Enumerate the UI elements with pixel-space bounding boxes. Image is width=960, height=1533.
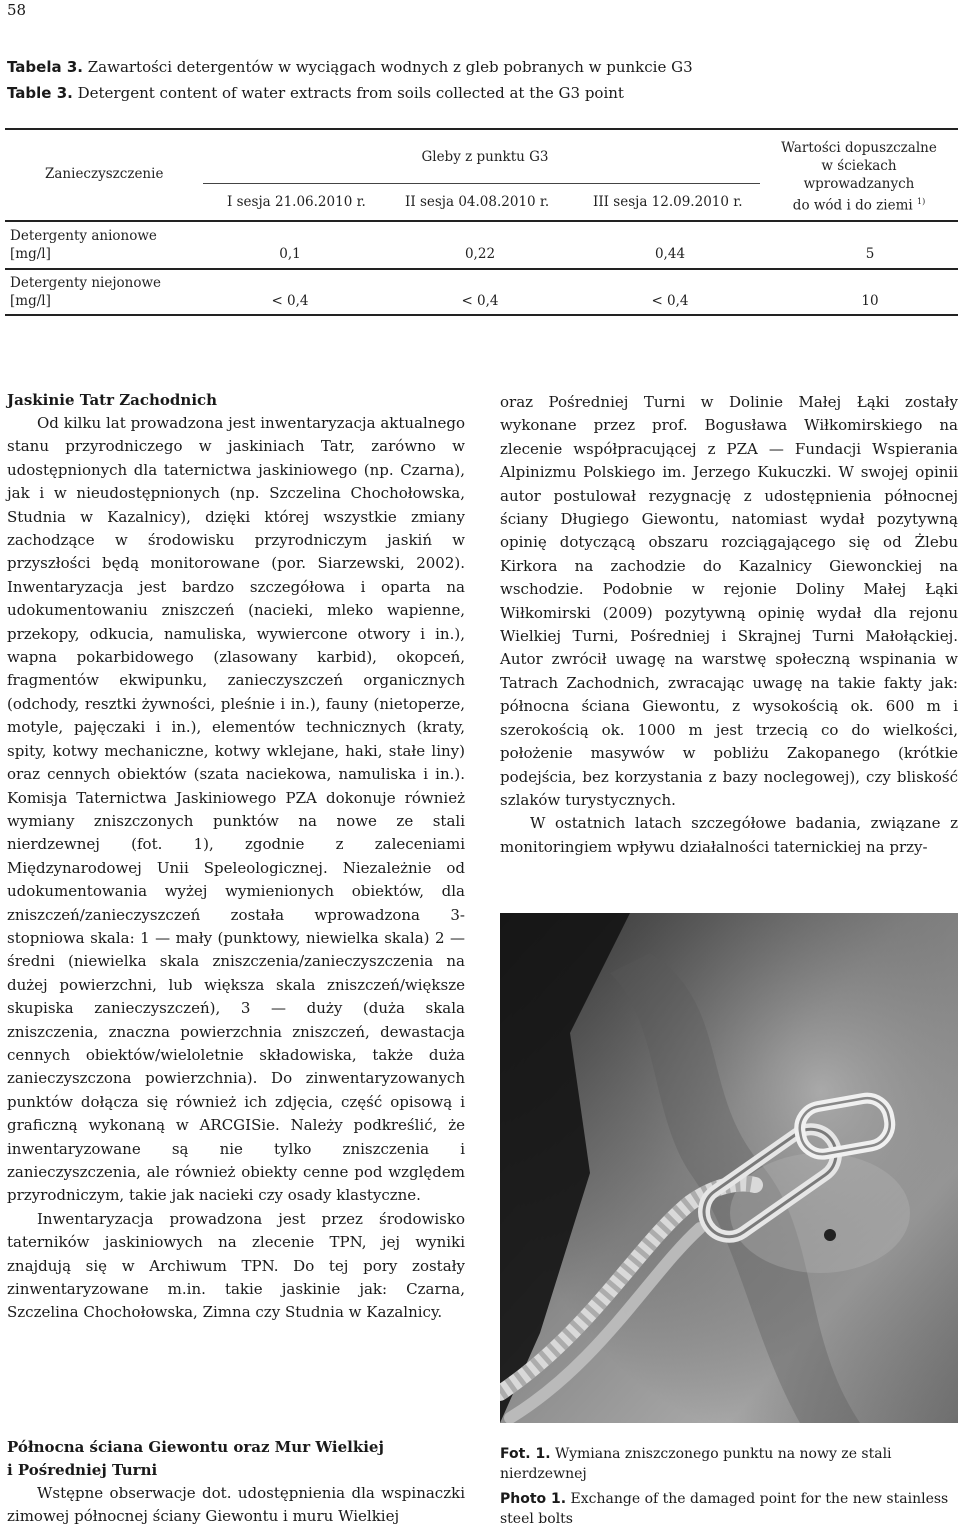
table-row-rule (5, 268, 958, 270)
col-header-session-2: II sesja 04.08.2010 r. (405, 194, 550, 210)
figure-caption-pl-text: Wymiana zniszczonego punktu na nowy ze stali nierdzewnej (500, 1446, 892, 1482)
footnote-marker: 1) (916, 197, 926, 206)
figure-caption-en-label: Photo 1. (500, 1491, 567, 1507)
table-bottom-rule (5, 314, 958, 316)
row-1-session-3: 0,44 (654, 246, 686, 262)
row-1-session-2: 0,22 (464, 246, 496, 262)
row-2-name: Detergenty niejonowe (10, 275, 162, 291)
table-header-rule (5, 220, 958, 222)
table-group-rule (203, 183, 760, 184)
figure-caption-en-text: Exchange of the damaged point for the new stainless steel bolts (500, 1491, 949, 1527)
table-caption-pl-text: Zawartości detergentów w wyciągach wodnych z gleb pobranych w punkcie G3 (87, 58, 693, 76)
photo-illustration (500, 913, 958, 1423)
table-caption-pl-label: Tabela 3. (7, 58, 83, 76)
row-2-session-1: < 0,4 (271, 293, 309, 309)
table-caption-en-label: Table 3. (7, 84, 73, 102)
row-1-unit: [mg/l] (10, 246, 51, 262)
figure-caption-pl-label: Fot. 1. (500, 1446, 551, 1462)
col-header-limit-line-2: w ściekach (821, 158, 897, 174)
table-caption-pl (7, 57, 693, 77)
right-column (500, 391, 958, 859)
table-top-rule (5, 128, 958, 130)
row-2-session-3: < 0,4 (651, 293, 689, 309)
col-header-pollutant: Zanieczyszczenie (45, 166, 164, 182)
paragraph-monitoring: W ostatnich latach szczegółowe badania, związane z monitoringiem wpływu działalności taternickiej na przy- (500, 814, 958, 856)
left-column-upper (7, 389, 465, 1325)
photo-carabiner-bolt (500, 913, 958, 1423)
figure-caption-en (500, 1489, 958, 1529)
section-heading-giewont-line-1: Północna ściana Giewontu oraz Mur Wielkiej (7, 1438, 384, 1456)
section-heading-giewont (7, 1436, 465, 1482)
table-caption-en-text: Detergent content of water extracts from soils collected at the G3 point (77, 84, 624, 102)
col-header-limit-line-1: Wartości dopuszczalne (781, 140, 937, 156)
col-header-session-3: III sesja 12.09.2010 r. (593, 194, 743, 210)
col-header-limit-text: do wód i do ziemi (792, 197, 913, 214)
col-header-limit-line-3: wprowadzanych (803, 176, 915, 192)
row-2-session-2: < 0,4 (461, 293, 499, 309)
left-column-lower (7, 1436, 465, 1529)
row-1-session-1: 0,1 (279, 246, 301, 262)
paragraph-inventory-archive: Inwentaryzacja prowadzona jest przez środowisko taterników jaskiniowych na zlecenie TPN, jej wyniki znajdują się w Archiwum TPN. Do tej pory zostały zinwentaryzowane m.in. takie jaskinie jak: Czarna, Szczelina Chochołowska, Zimna czy Studnia w Kazalnicy. (7, 1209, 465, 1322)
paragraph-giewont-start: Wstępne obserwacje dot. udostępnienia dla wspinaczki zimowej północnej ściany Giewontu i muru Wielkiej (7, 1484, 465, 1526)
section-heading-giewont-line-2: i Pośredniej Turni (7, 1461, 158, 1479)
table-caption-en (7, 83, 624, 103)
row-1-limit: 5 (865, 246, 875, 262)
paragraph-inventory: Od kilku lat prowadzona jest inwentaryzacja aktualnego stanu przyrodniczego w jaskiniach Tatr, zarówno w udostępnionych dla taternictwa jaskiniowego (np. Czarna), jak i w nieudostępnionych (np. Szczelina Chochołowska, Studnia w Kazalnicy), dzięki której wszystkie zmiany zachodzące w środowisku przyrodniczym jaskiń w przyszłości będą monitorowane (por. Siarzewski, 2002). Inwentaryzacja jest bardzo szczegółowa i oparta na udokumentowaniu zniszczeń (nacieki, mleko wapienne, przekopy, odkucia, namuliska, wywiercone otwory i in.), wapna pokarbidowego (zlasowany karbid), okopceń, fragmentów ekwipunku, zanieczyszczeń organicznych (odchody, resztki żywności, pleśnie i in.), fauny (nietoperze, motyle, pajęczaki i in.), elementów technicznych (kraty, spity, kotwy mechaniczne, kotwy wklejane, haki, stałe liny) oraz cennych obiektów (szata naciekowa, namuliska i in.). Komisja Taternictwa Jaskiniowego PZA dokonuje również wymiany zniszczonych punktów na nowe ze stali nierdzewnej (fot. 1), zgodnie z zaleceniami Międzynarodowej Unii Speleologicznej. Niezależnie od udokumentowania wyżej wymienionych obiektów, dla zniszczeń/zanieczyszczeń została wprowadzona 3-stopniowa skala: 1 — mały (punktowy, niewielka skala) 2 — średni (niewielka skala zniszczenia/zanieczyszczenia na dużej powierzchni, lub większa skala zniszczeń/większe skupiska zanieczyszczeń), 3 — duży (duża skala zniszczenia, znaczna powierzchnia zniszczeń, dewastacja cennych obiektów/wieloletnie składowiska, także duża zanieczyszczona powierzchnia). Do zinwentaryzowanych punktów dołącza się również ich zdjęcia, część opisową i graficzną wykonaną w ARCGISie. Należy podkreślić, że inwentaryzowane są nie tylko zniszczenia i zanieczyszczenia, ale również obiekty cenne pod względem przyrodniczym, takie jak nacieki czy osady klastyczne. (7, 414, 465, 1205)
figure-caption-pl (500, 1444, 958, 1484)
row-1-name: Detergenty anionowe (10, 228, 157, 244)
section-heading-caves: Jaskinie Tatr Zachodnich (7, 391, 218, 409)
col-header-session-1: I sesja 21.06.2010 r. (227, 194, 366, 210)
page-number: 58 (7, 1, 27, 19)
paragraph-giewont-opinion: oraz Pośredniej Turni w Dolinie Małej Łąki zostały wykonane przez prof. Bogusława Wiłkomirskiego na zlecenie współpracującej z PZA — Fundacji Wspierania Alpinizmu Polskiego im. Jerzego Kukuczki. W swojej opinii autor postulował rezygnację z udostępnienia północnej ściany Długiego Giewontu, natomiast wydał pozytywną opinię dotyczącą obszaru rozciągającego się od Żlebu Kirkora na zachodzie do Kazalnicy Giewonckiej na wschodzie. Podobnie w rejonie Doliny Małej Łąki Wiłkomirski (2009) pozytywną opinię wydał dla rejonu Wielkiej Turni, Pośredniej i Skrajnej Turni Małołąckiej. Autor zwrócił uwagę na warstwę społeczną wspinania w Tatrach Zachodnich, zwracając uwagę na takie fakty jak: północna ściana Giewontu, z wysokością ok. 600 m i szerokością ok. 1000 m jest trzecią co do wielkości, położenie masywów w pobliżu Zakopanego (krótkie podejścia, bez korzystania z bazy noclegowej), czy bliskość szlaków turystycznych. (500, 393, 958, 809)
row-2-unit: [mg/l] (10, 293, 51, 309)
row-2-limit: 10 (861, 293, 879, 309)
col-header-limit-line-4 (760, 193, 958, 215)
col-header-group: Gleby z punktu G3 (421, 149, 549, 165)
